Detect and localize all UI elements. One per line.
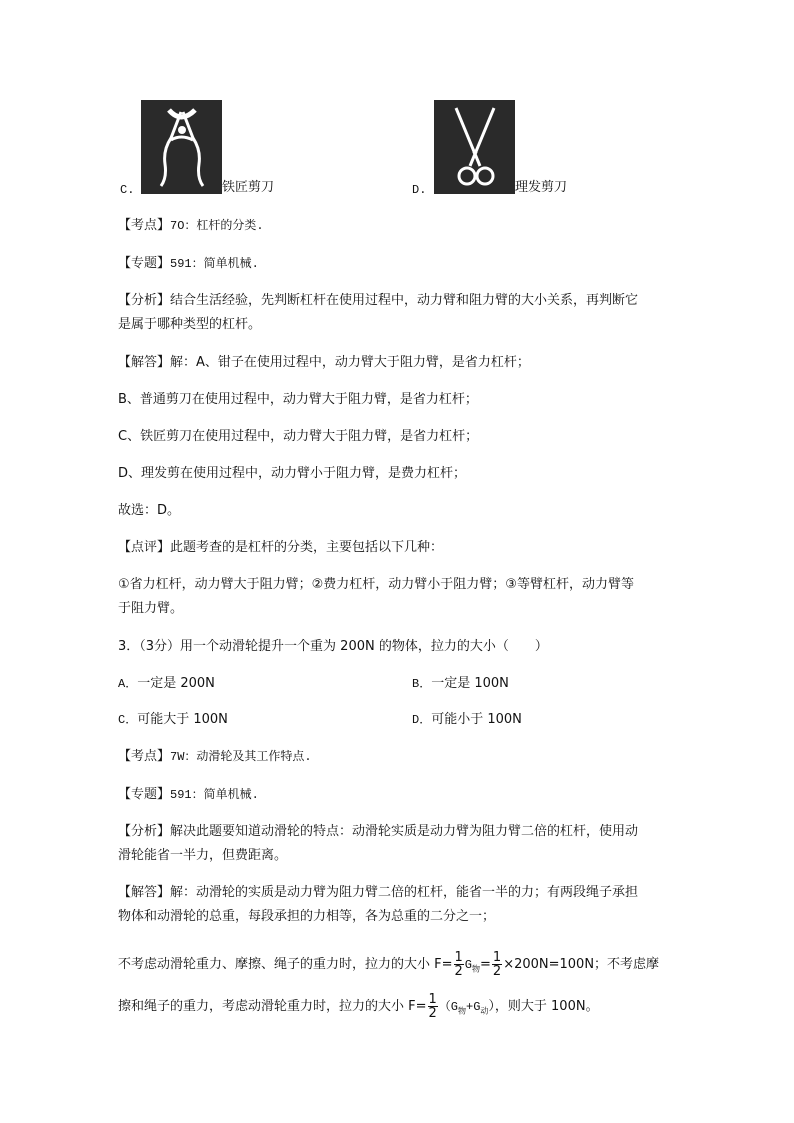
blacksmith-shears-icon [141,100,222,194]
frac-num: 1 [454,950,463,965]
q3-option-b-text: 一定是 100N [431,676,509,691]
q3-option-c-text: 可能大于 100N [137,712,228,727]
option-c-text: 铁匠剪刀 [222,180,275,195]
q2-answer: 故选：D。 [118,503,181,518]
q2-zhuanti [118,254,259,274]
barber-scissors-icon [434,100,515,194]
q3-option-a-label: A． [118,677,138,691]
q2-dianping-line2: 于阻力臂。 [118,601,184,616]
option-d-label: D. [412,183,427,197]
q3-line3-sub: 物 [472,964,480,974]
fraction-half-2 [492,951,502,978]
q2-dianping [118,538,443,558]
q2-zhuanti-text: 591：简单机械. [170,257,259,271]
q3-line3-d: ×200N=100N；不考虑摩 [503,957,660,972]
q3-line4-sub1: 物 [458,1006,466,1016]
q3-option-b-label: B． [412,677,432,691]
q3-line4-c: +G [466,1000,481,1014]
q2-kaodian-text: 7O：杠杆的分类. [170,219,264,233]
q2-fenxi-text1: 结合生活经验，先判断杠杆在使用过程中，动力臂和阻力臂的大小关系，再判断它 [170,293,639,308]
frac-den: 2 [428,1006,437,1021]
q3-jieda-tag: 【解答】 [118,885,171,900]
q3-jieda-line2: 物体和动滑轮的总重，每段承担的力相等，各为总重的二分之一； [118,909,496,924]
q3-kaodian-text: 7W：动滑轮及其工作特点. [170,750,312,764]
q3-line3-a: 不考虑动滑轮重力、摩擦、绳子的重力时，拉力的大小 F= [118,957,453,972]
q3-jieda-line4 [118,992,599,1027]
q3-option-d [412,710,522,730]
q3-jieda-line3 [118,950,659,985]
barber-scissors-image [434,100,515,194]
q3-zhuanti-text: 591：简单机械. [170,788,259,802]
frac-num: 1 [428,992,437,1007]
q3-fenxi-line2: 滑轮能省一半力，但费距离。 [118,848,288,863]
q2-jieda-line-a [118,353,530,373]
q3-line3-eq: = [480,957,491,972]
q2-fenxi-line1 [118,291,638,311]
fraction-half-1 [454,951,464,978]
q2-kaodian-tag: 【考点】 [118,218,171,233]
q3-line4-a: 擦和绳子的重力，考虑动滑轮重力时，拉力的大小 F= [118,999,427,1014]
q3-zhuanti [118,785,259,805]
q2-jieda-line-d: D、理发剪在使用过程中，动力臂小于阻力臂，是费力杠杆； [118,466,467,481]
q2-jieda-a: 解：A、钳子在使用过程中，动力臂大于阻力臂，是省力杠杆； [170,355,530,370]
q3-stem: 3．（3分）用一个动滑轮提升一个重为 200N 的物体，拉力的大小（ ） [118,639,548,654]
q3-option-b [412,674,509,694]
fraction-half-3 [428,993,438,1020]
option-d-text: 理发剪刀 [515,180,568,195]
q3-option-c [118,710,228,730]
frac-den: 2 [454,964,463,979]
q3-option-a [118,674,215,694]
q2-dianping-text: 此题考查的是杠杆的分类，主要包括以下几种： [170,540,444,555]
q3-zhuanti-tag: 【专题】 [118,787,171,802]
q2-jieda-line-c: C、铁匠剪刀在使用过程中，动力臂大于阻力臂，是省力杠杆； [118,429,479,444]
q2-fenxi-tag: 【分析】 [118,293,171,308]
q3-line3-g: G [464,958,472,972]
q2-dianping-line1: ①省力杠杆，动力臂大于阻力臂；②费力杠杆，动力臂小于阻力臂；③等臂杠杆，动力臂等 [118,577,634,592]
q3-kaodian [118,747,312,767]
option-c-label: C. [120,183,135,197]
q3-fenxi-text1: 解决此题要知道动滑轮的特点：动滑轮实质是动力臂为阻力臂二倍的杠杆，使用动 [170,824,639,839]
q3-fenxi-tag: 【分析】 [118,824,171,839]
q3-line4-b: （G [438,1000,458,1014]
q3-line4-sub2: 动 [480,1006,489,1016]
q2-jieda-tag: 【解答】 [118,355,171,370]
frac-num: 1 [492,950,502,965]
blacksmith-shears-image [141,100,222,194]
q3-jieda-line1 [118,883,638,903]
q3-option-c-label: C． [118,713,138,727]
q2-jieda-line-b: B、普通剪刀在使用过程中，动力臂大于阻力臂，是省力杠杆； [118,392,478,407]
q3-jieda-text1: 解：动滑轮的实质是动力臂为阻力臂二倍的杠杆，能省一半的力；有两段绳子承担 [170,885,639,900]
q2-fenxi-line2: 是属于哪种类型的杠杆。 [118,317,262,332]
frac-den: 2 [492,964,502,979]
q2-kaodian [118,216,264,236]
q2-dianping-tag: 【点评】 [118,540,171,555]
q2-zhuanti-tag: 【专题】 [118,256,171,271]
q3-option-d-text: 可能小于 100N [431,712,522,727]
q3-option-a-text: 一定是 200N [137,676,215,691]
q3-kaodian-tag: 【考点】 [118,749,171,764]
q3-option-d-label: D． [412,713,432,727]
q3-line4-d: ），则大于 100N。 [488,999,599,1014]
q3-fenxi-line1 [118,822,638,842]
